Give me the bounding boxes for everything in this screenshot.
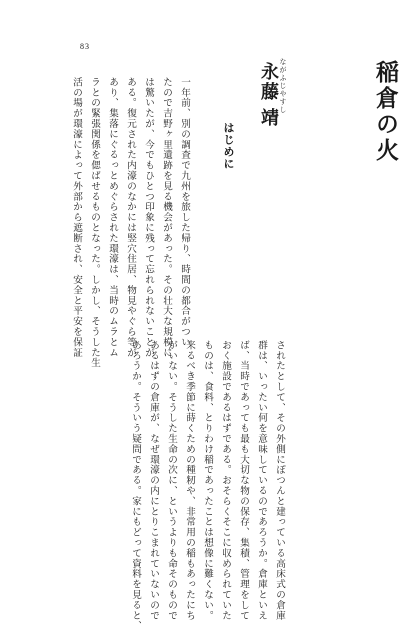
text-column: されたとして、その外側にぽつんと建っている高床式の倉庫: [274, 340, 285, 621]
author-byline: [258, 58, 287, 128]
body-text-upper: [67, 77, 193, 368]
author-surname: 永藤: [258, 62, 279, 102]
text-column: ある。復元された内濠のなかには竪穴住居、物見やぐら等が: [125, 77, 136, 358]
text-column: 一年前、別の調査で九州を旅した帰り、時間の都合がつい: [179, 77, 190, 348]
section-heading: はじめに: [222, 122, 235, 170]
author-given-name: 靖: [258, 108, 279, 128]
article-title: 稲倉の火: [372, 60, 399, 164]
body-text-lower: [126, 340, 288, 631]
author-ruby: ながふじやすし: [279, 58, 287, 114]
text-column: ものは、食料、とりわけ稲であったことは想像に難くない。: [202, 340, 213, 621]
text-column: 群は、いったい何を意味しているのであろうか。倉庫といえ: [256, 340, 267, 621]
text-column: がいない。そうした生命の次に、というよりも命そのもので: [166, 340, 177, 621]
text-column: あろうか。そういう疑問である。家にもどって資料を見ると、: [130, 340, 141, 631]
author-name: [258, 62, 278, 128]
text-column: 来るべき季節に蒔くための種籾や、非常用の稲もあったにち: [184, 340, 195, 621]
page-number: 83: [80, 42, 90, 51]
text-column: あり、集落にぐるっとめぐらされた環濠は、当時のムラとム: [107, 77, 118, 358]
text-column: おく施設であるはずである。おそらくそこに収められていた: [220, 340, 231, 621]
text-column: ラとの緊張関係を偲ばせるものとなった。しかし、そうした生: [89, 77, 100, 369]
text-column: ば、当時であっても最も大切な物の保存、集積、管理をして: [238, 340, 249, 621]
text-column: たので吉野ヶ里遺跡を見る機会があった。その壮大な規模に: [161, 77, 172, 358]
text-column: あるはずの倉庫が、なぜ環濠の内にとりこまれていないので: [148, 340, 159, 621]
text-column: 活の場が環濠によって外部から遮断され、安全と平安を保証: [71, 77, 82, 358]
text-column: は驚いたが、今でもひとつ印象に残って忘れられないことが: [143, 77, 154, 358]
